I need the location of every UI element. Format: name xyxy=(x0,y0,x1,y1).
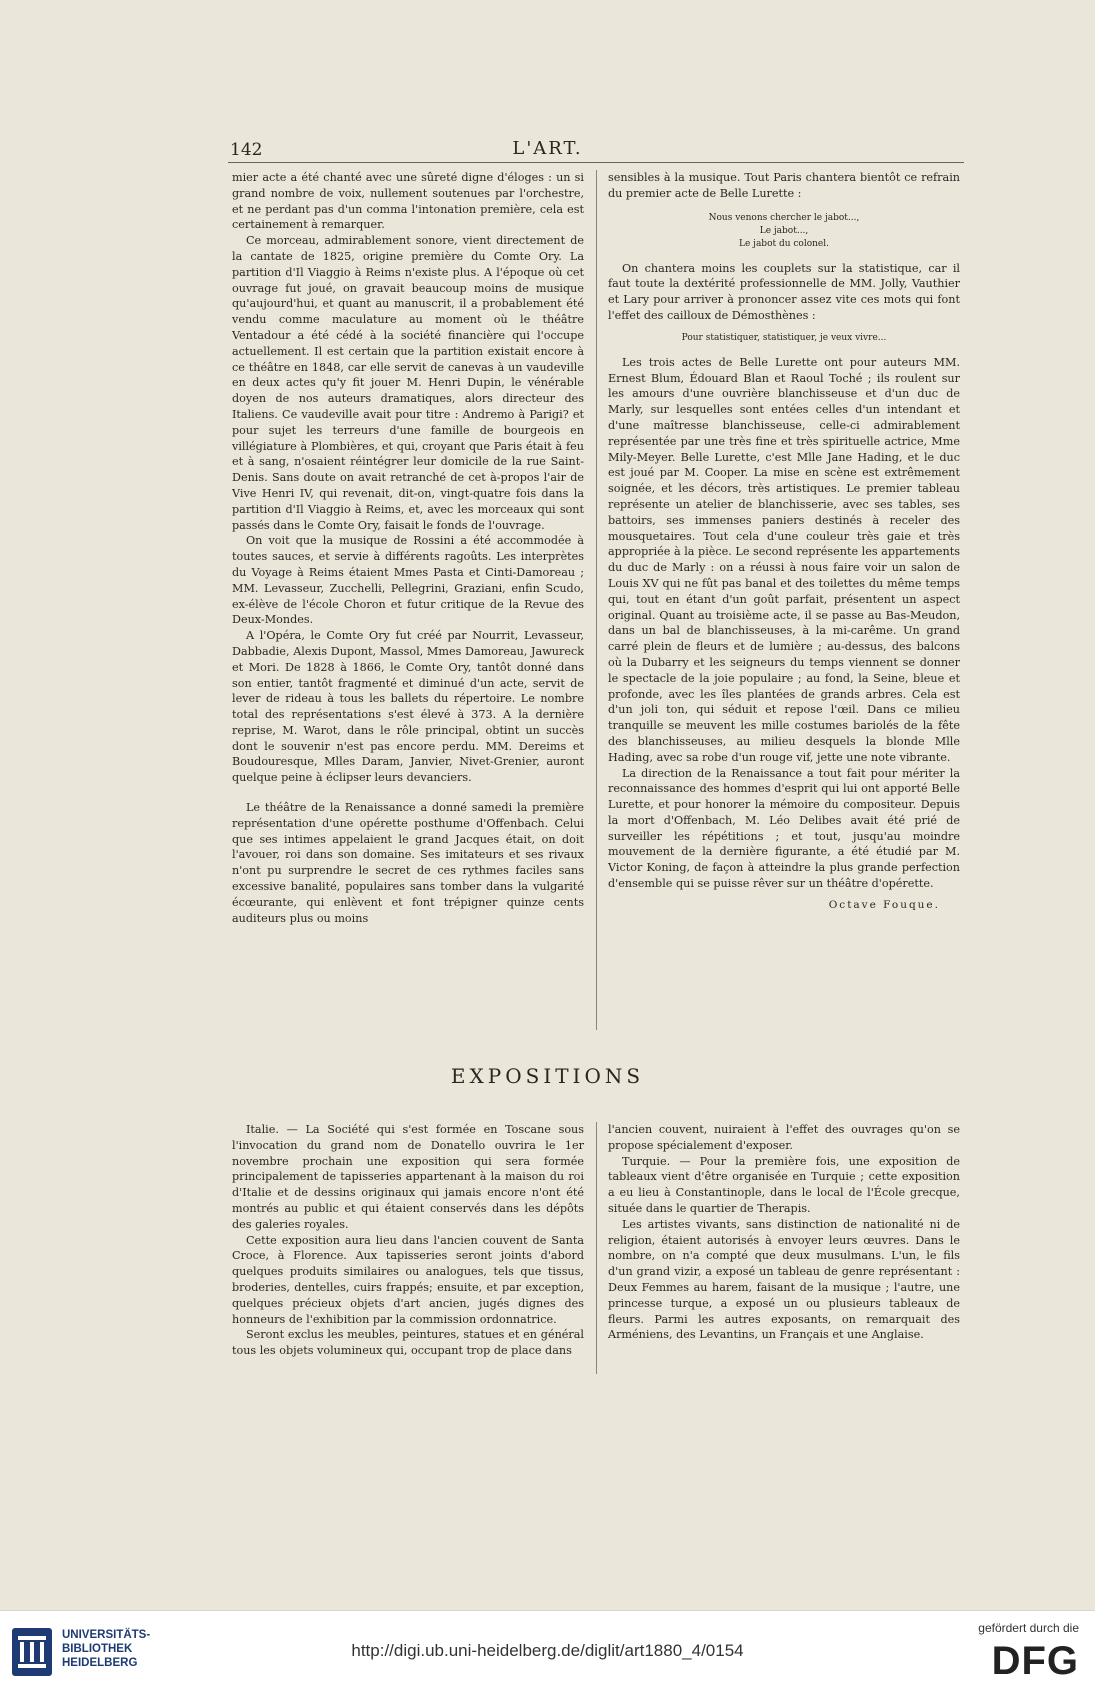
article-column-right xyxy=(608,170,960,914)
section-title: EXPOSITIONS xyxy=(450,1064,645,1088)
author-signature: Octave Fouque. xyxy=(828,898,940,911)
verse-line: Le jabot..., xyxy=(759,225,809,236)
paragraph: Italie. — La Société qui s'est formée en Toscane sous l'invocation du grand nom de Donatello ouvrira le 1er novembre prochain une exposition qui sera formée principalement de tapisseries appartenant à la maison du roi d'Italie et de dessins originaux qui jamais encore n'ont été montrés au public et qui étaient conservés dans les dépôts des galeries royales. xyxy=(232,1123,584,1231)
column-divider xyxy=(596,1122,597,1374)
column-divider xyxy=(596,170,597,1030)
paragraph: A l'Opéra, le Comte Ory fut créé par Nourrit, Levasseur, Dabbadie, Alexis Dupont, Massol, Mmes Damoreau, Jawureck et Mori. De 1828 à 1866, le Comte Ory, tantôt donné dans son entier, tantôt fragmenté et diminué d'un acte, servit de lever de rideau à tous les ballets du répertoire. Le nombre total des représentations s'est élevé à 373. A la dernière reprise, M. Warot, dans le rôle principal, obtint un succès dont le souvenir n'est pas encore perdu. MM. Dereims et Boudouresque, Mlles Daram, Janvier, Nivet-Grenier, auront quelque peine à éclipser leurs devanciers. xyxy=(232,629,584,785)
article-column-left xyxy=(232,170,584,926)
sponsor-label: gefördert durch die xyxy=(978,1621,1079,1635)
digital-url-link[interactable]: http://digi.ub.uni-heidelberg.de/diglit/art1880_4/0154 xyxy=(351,1641,744,1660)
paragraph: Le théâtre de la Renaissance a donné samedi la première représentation d'une opérette posthume d'Offenbach. Celui que ses intimes appelaient le grand Jacques était, on doit l'avouer, roi dans son domaine. Ses imitateurs et ses rivaux n'ont pu surprendre le secret de ces rythmes faciles sans excessive banalité, populaires sans tomber dans la vulgarité écœurante, qui enlèvent et font trépigner quinze cents auditeurs plus ou moins xyxy=(232,801,584,925)
paragraph: La direction de la Renaissance a tout fait pour mériter la reconnaissance des hommes d'esprit qui lui ont apporté Belle Lurette, et pour honorer la mémoire du compositeur. Depuis la mort d'Offenbach, M. Léo Delibes avait été prié de surveiller les répétitions ; et tout, jusqu'au moindre mouvement de la dernière figurante, a été étudié par M. Victor Koning, de façon à atteindre la plus grande perfection d'ensemble qui se puisse rêver sur un théâtre d'opérette. xyxy=(608,766,960,891)
paragraph: Ce morceau, admirablement sonore, vient directement de la cantate de 1825, origine première du Comte Ory. La partition d'Il Viaggio à Reims n'existe plus. A l'époque où cet ouvrage fut joué, on gravait beaucoup moins de musique qu'aujourd'hui, et quant au manuscrit, il a probablement été vendu comme maculature au moment où le théâtre Ventadour a été cédé à la société financière qui l'occupe actuellement. Il est certain que la partition existait encore à ce théâtre en 1848, car elle servit de canevas à un vaudeville en deux actes qu'y fit jouer M. Henri Dupin, le vénérable doyen de nos auteurs dramatiques, alors directeur des Italiens. Ce vaudeville avait pour titre : Andremo à Parigi? et pour sujet les terreurs d'une famille de bourgeois en villégiature à Plombières, et qui, croyant que Paris était à feu et à sang, n'osaient réintégrer leur domicile de la rue Saint-Denis. Sans doute on avait retranché de cet à-propos l'air de Vive Henri IV, qui revenait, dit-on, vingt-quatre fois dans la partition d'Il Viaggio à Reims, et, avec les morceaux qui sont passés dans le Comte Ory, faisait le fonds de l'ouvrage. xyxy=(232,234,584,532)
header-rule xyxy=(228,162,964,163)
verse-line: Pour statistiquer, statistiquer, je veux vivre... xyxy=(681,332,887,343)
paragraph: sensibles à la musique. Tout Paris chantera bientôt ce refrain du premier acte de Belle Lurette : xyxy=(608,171,960,200)
paragraph: Turquie. — Pour la première fois, une exposition de tableaux vient d'être organisée en Turquie ; cette exposition a eu lieu à Constantinople, dans le local de l'École grecque, située dans le quartier de Therapis. xyxy=(608,1154,960,1215)
dfg-logo: DFG xyxy=(991,1639,1079,1683)
paragraph: Les artistes vivants, sans distinction de nationalité ni de religion, étaient autorisés à envoyer leurs œuvres. Dans le nombre, on n'a compté que deux musulmans. L'un, le fils d'un grand vizir, a exposé un tableau de genre représentant : Deux Femmes au harem, faisant de la musique ; l'autre, une princesse turque, a exposé un ou plusieurs tableaux de fleurs. Parmi les autres exposants, on remarquait des Arméniens, des Levantins, un Français et une Anglaise. xyxy=(608,1217,960,1342)
verse-line: Le jabot du colonel. xyxy=(738,238,829,249)
footer-bar xyxy=(0,1610,1095,1695)
expositions-column-right xyxy=(608,1122,960,1343)
page-number: 142 xyxy=(230,140,263,160)
paragraph: l'ancien couvent, nuiraient à l'effet des ouvrages qu'on se propose spécialement d'exposer. xyxy=(608,1123,960,1152)
paragraph: Seront exclus les meubles, peintures, statues et en général tous les objets volumineux qui, occupant trop de place dans xyxy=(232,1328,584,1358)
paragraph: Les trois actes de Belle Lurette ont pour auteurs MM. Ernest Blum, Édouard Blan et Raoul Toché ; ils roulent sur les amours d'une ouvrière blanchisseuse et d'un duc de Marly, sur lesquelles sont entées celles d'un intendant et d'une maîtresse blanchisseuse, celle-ci admirablement représentée par une très fine et très spirituelle actrice, Mme Mily-Meyer. Belle Lurette, c'est Mlle Jane Hading, et le duc est joué par M. Cooper. La mise en scène est extrêmement soignée, et les décors, très artistiques. Le premier tableau représente un atelier de blanchisserie, avec ses tables, ses battoirs, ses immenses paniers destinés à receler des mousquetaires. Tout cela d'une couleur très gaie et très appropriée à la pièce. Le second représente les appartements du duc de Marly : on a réussi à nous faire voir un salon de Louis XV qui ne fût pas banal et des toilettes du même temps qui, tout en étant d'un goût parfait, présentent un aspect original. Quant au troisième acte, il se passe au Bas-Meudon, dans un bal de blanchisseuses, à la mi-carême. Un grand carré plein de fleurs et de lumière ; au-dessus, des balcons où la Dubarry et les seigneurs du temps viennent se donner le spectacle de la joie populaire ; au fond, la Seine, bleue et profonde, avec les îles plantées de grands arbres. Cela est d'un joli ton, qui séduit et repose l'œil. Dans ce milieu tranquille se meuvent les mille costumes bariolés de la fête des blanchisseuses, au milieu desquels la blonde Mlle Hading, avec sa robe d'un rouge vif, jette une note vibrante. xyxy=(608,355,960,764)
paragraph: Cette exposition aura lieu dans l'ancien couvent de Santa Croce, à Florence. Aux tapisseries seront joints d'abord quelques produits similaires ou analogues, tels que tissus, broderies, dentelles, cuirs frappés; ensuite, et par exception, quelques précieux objets d'art ancien, jugés dignes des honneurs de l'exhibition par la commission ordonnatrice. xyxy=(232,1233,584,1326)
expositions-column-left xyxy=(232,1122,584,1359)
paragraph: mier acte a été chanté avec une sûreté digne d'éloges : un si grand nombre de voix, nullement soutenues par l'orchestre, et ne perdant pas d'un comma l'intonation première, cela est certainement à remarquer. xyxy=(232,171,584,232)
library-name: UNIVERSITÄTS- BIBLIOTHEK HEIDELBERG xyxy=(62,1629,151,1669)
paragraph: On chantera moins les couplets sur la statistique, car il faut toute la dextérité professionnelle de MM. Jolly, Vauthier et Lary pour arriver à prononcer assez vite ces mots qui font l'effet des cailloux de Démosthènes : xyxy=(608,261,960,322)
journal-title: L'ART. xyxy=(512,138,583,159)
verse-line: Nous venons chercher le jabot..., xyxy=(708,212,860,223)
paragraph: On voit que la musique de Rossini a été accommodée à toutes sauces, et servie à différents ragoûts. Les interprètes du Voyage à Reims étaient Mmes Pasta et Cinti-Damoreau ; MM. Levasseur, Zucchelli, Pellegrini, Graziani, enfin Scudo, ex-élève de l'école Choron et futur critique de la Revue des Deux-Mondes. xyxy=(232,534,584,627)
